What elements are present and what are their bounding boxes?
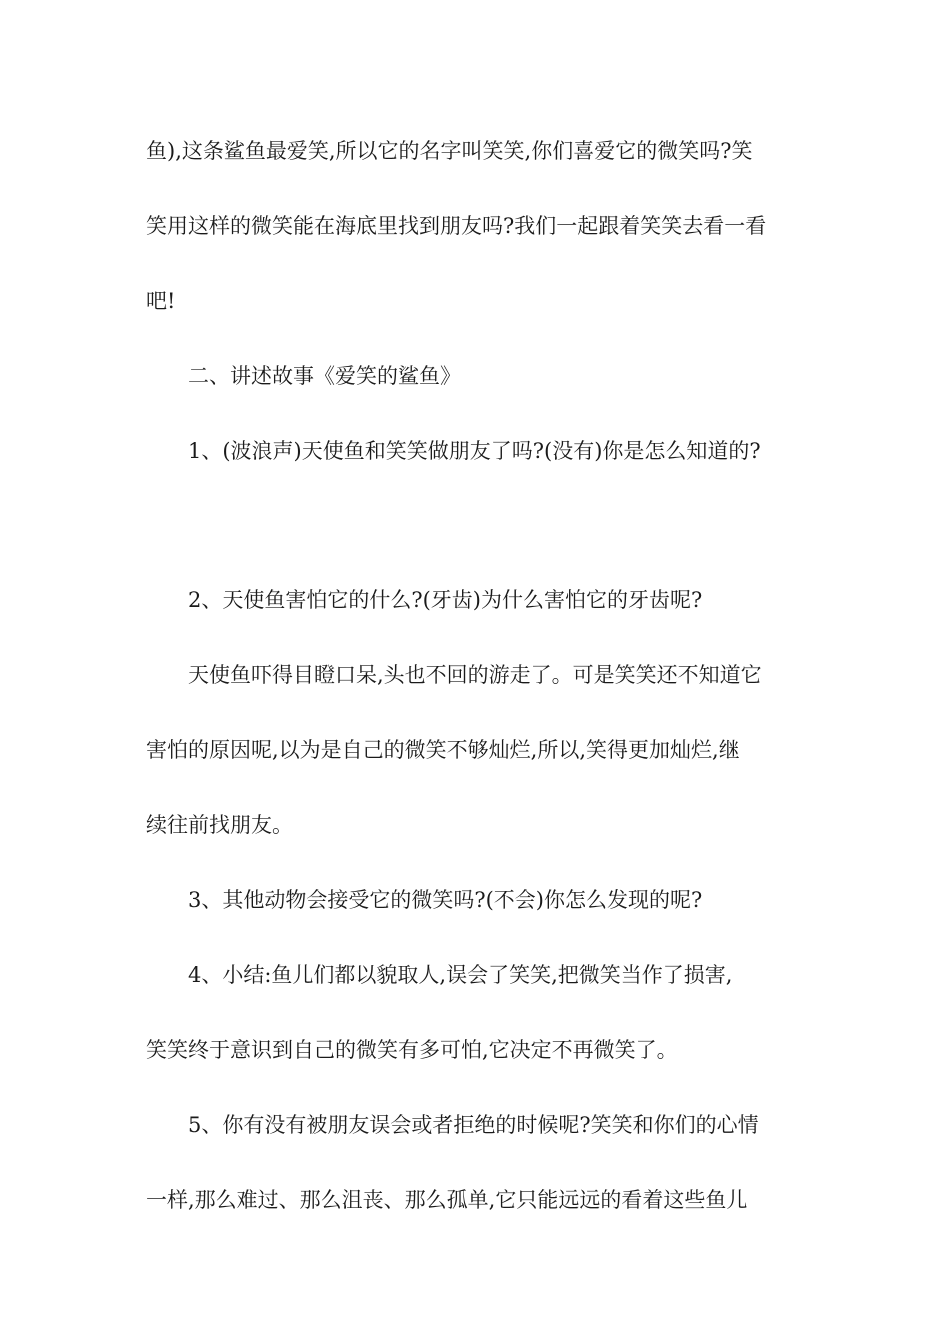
section-heading: 二、讲述故事《爱笑的鲨鱼》 <box>188 364 461 388</box>
text-line: 笑笑终于意识到自己的微笑有多可怕,它决定不再微笑了。 <box>146 1038 678 1062</box>
text-line: 鱼),这条鲨鱼最爱笑,所以它的名字叫笑笑,你们喜爱它的微笑吗?笑 <box>146 139 753 163</box>
text-line: 吧! <box>146 289 176 313</box>
text-line: 害怕的原因呢,以为是自己的微笑不够灿烂,所以,笑得更加灿烂,继 <box>146 738 740 762</box>
text-line: 1、(波浪声)天使鱼和笑笑做朋友了吗?(没有)你是怎么知道的? <box>188 439 761 463</box>
text-line: 一样,那么难过、那么沮丧、那么孤单,它只能远远的看着这些鱼儿 <box>146 1188 748 1212</box>
text-line: 续往前找朋友。 <box>146 813 293 837</box>
text-line: 天使鱼吓得目瞪口呆,头也不回的游走了。可是笑笑还不知道它 <box>188 663 762 687</box>
text-line: 5、你有没有被朋友误会或者拒绝的时候呢?笑笑和你们的心情 <box>188 1113 759 1137</box>
text-line: 笑用这样的微笑能在海底里找到朋友吗?我们一起跟着笑笑去看一看 <box>146 214 767 238</box>
text-line: 3、其他动物会接受它的微笑吗?(不会)你怎么发现的呢? <box>188 888 703 912</box>
text-line: 4、小结:鱼儿们都以貌取人,误会了笑笑,把微笑当作了损害, <box>188 963 733 987</box>
text-line: 2、天使鱼害怕它的什么?(牙齿)为什么害怕它的牙齿呢? <box>188 588 703 612</box>
